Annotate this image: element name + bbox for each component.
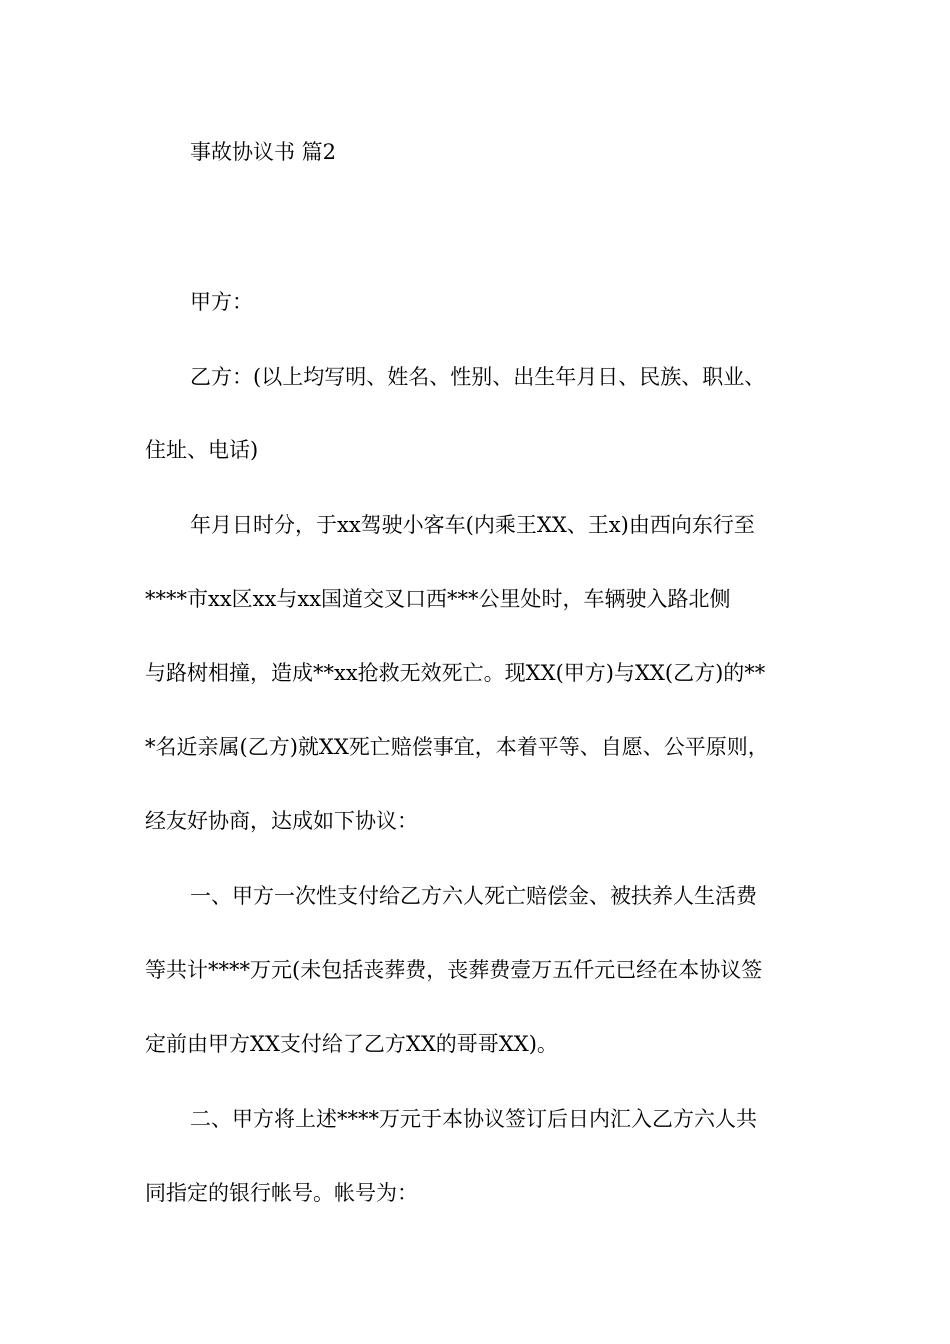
accident-paragraph-line-2: ****市xx区xx与xx国道交叉口西***公里处时，车辆驶入路北侧 <box>145 587 731 611</box>
accident-paragraph-line-4: *名近亲属(乙方)就XX死亡赔偿事宜，本着平等、自愿、公平原则， <box>145 735 769 759</box>
accident-paragraph-line-1: 年月日时分，于xx驾驶小客车(内乘王XX、王x)由西向东行至 <box>190 513 755 537</box>
party-b-continuation: 住址、电话) <box>145 438 259 462</box>
party-a-line: 甲方： <box>190 290 253 314</box>
accident-paragraph-line-5: 经友好协商，达成如下协议： <box>145 809 418 833</box>
clause-two-line-2: 同指定的银行帐号。帐号为： <box>145 1181 418 1205</box>
clause-one-line-3: 定前由甲方XX支付给了乙方XX的哥哥XX)。 <box>145 1032 558 1056</box>
party-b-line: 乙方：(以上均写明、姓名、性别、出生年月日、民族、职业、 <box>190 365 766 389</box>
accident-paragraph-line-3: 与路树相撞，造成**xx抢救无效死亡。现XX(甲方)与XX(乙方)的** <box>145 661 766 685</box>
clause-one-line-1: 一、甲方一次性支付给乙方六人死亡赔偿金、被扶养人生活费 <box>190 884 757 908</box>
document-title: 事故协议书 篇2 <box>190 140 337 164</box>
clause-two-line-1: 二、甲方将上述****万元于本协议签订后日内汇入乙方六人共 <box>190 1107 757 1131</box>
clause-one-line-2: 等共计****万元(未包括丧葬费，丧葬费壹万五仟元已经在本协议签 <box>145 958 763 982</box>
